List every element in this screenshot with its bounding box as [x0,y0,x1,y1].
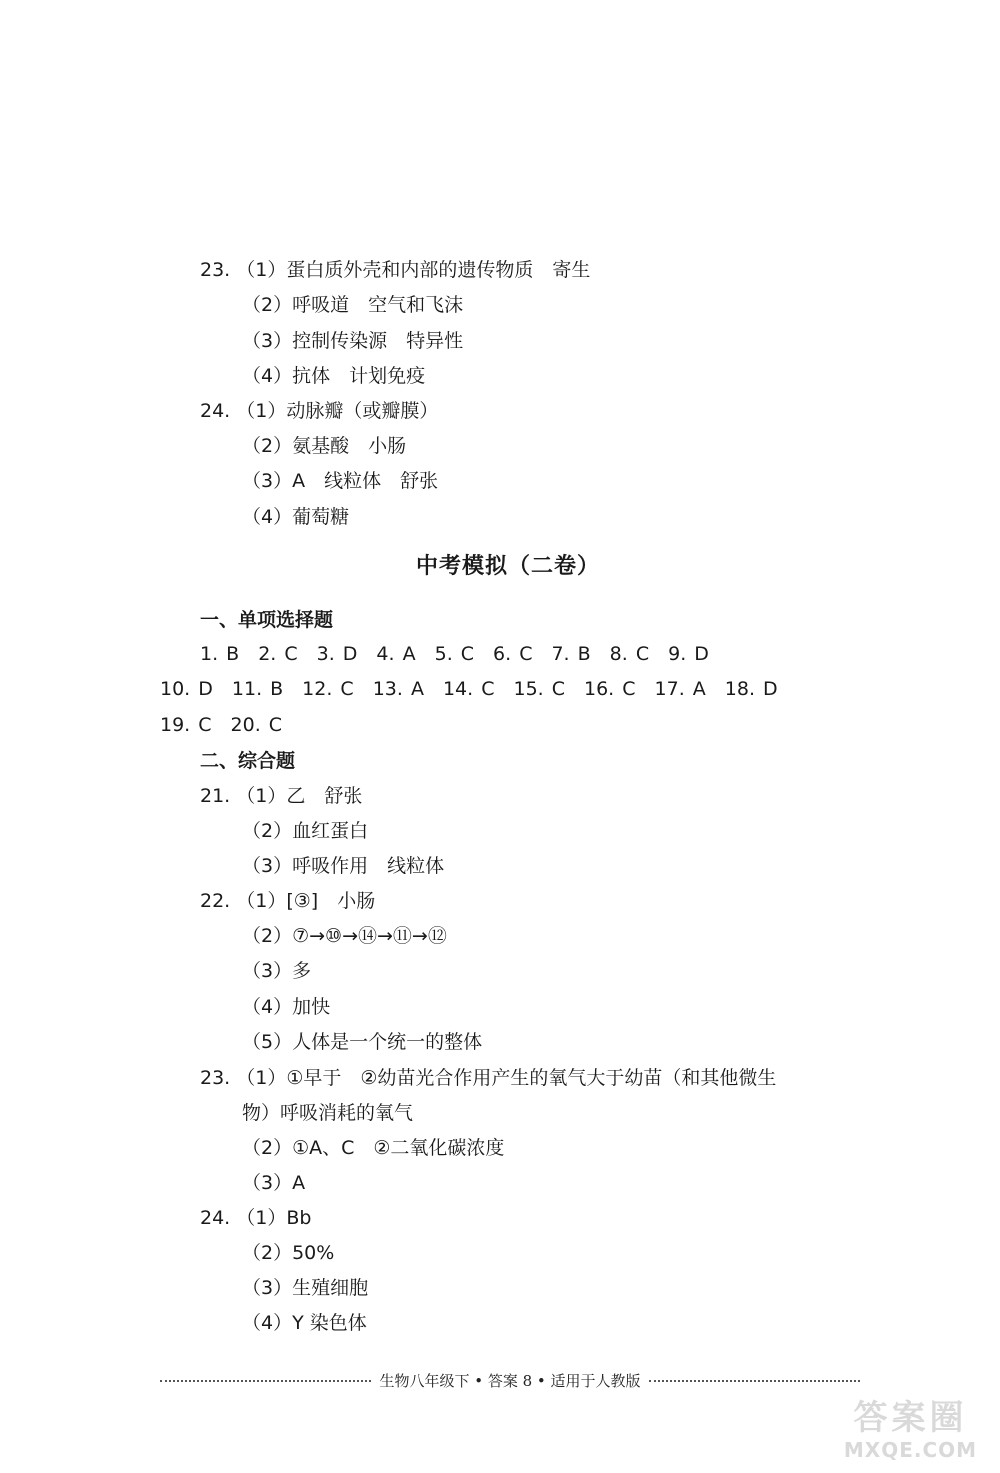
q23-line2: （2）呼吸道 空气和飞沫 [242,294,464,316]
p2-q21-line3: （3）呼吸作用 线粒体 [242,855,445,877]
q23-line3: （3）控制传染源 特异性 [242,330,464,352]
p2-q23-line3: （2）①A、C ②二氧化碳浓度 [242,1137,505,1159]
p2-q24-line1: 24. （1）Bb [200,1207,312,1229]
footer-dots-left [160,1380,371,1382]
p2-q23-line2: 物）呼吸消耗的氧气 [242,1102,414,1124]
choice-answers-row3: 19. C 20. C [160,714,283,736]
q23-line1: 23. （1）蛋白质外壳和内部的遗传物质 寄生 [200,259,591,281]
watermark [828,1398,993,1468]
q24-line2: （2）氨基酸 小肠 [242,435,407,457]
p2-q22-line2: （2）⑦→⑩→⑭→⑪→⑫ [242,925,447,947]
q23-line4: （4）抗体 计划免疫 [242,365,426,387]
q24-line1: 24. （1）动脉瓣（或瓣膜） [200,400,439,422]
part2-heading: 二、综合题 [200,750,296,772]
p2-q21-line2: （2）血红蛋白 [242,820,369,842]
p2-q21-line1: 21. （1）乙 舒张 [200,785,363,807]
footer-dots-right [649,1380,860,1382]
p2-q22-line1: 22. （1）[③] 小肠 [200,890,376,912]
q24-line4: （4）葡萄糖 [242,506,350,528]
choice-answers-row1: 1. B 2. C 3. D 4. A 5. C 6. C 7. B 8. C 9. D [200,643,709,665]
p2-q23-line1: 23. （1）①早于 ②幼苗光合作用产生的氧气大于幼苗（和其他微生 [200,1067,777,1089]
p2-q22-line4: （4）加快 [242,996,331,1018]
choice-answers-row2: 10. D 11. B 12. C 13. A 14. C 15. C 16. C 17. A 18. D [160,678,778,700]
p2-q24-line2: （2）50% [242,1242,335,1264]
watermark-url: MXQE.COM [843,1438,978,1462]
watermark-logo: 答案圈 [853,1398,968,1438]
page-footer [160,1370,860,1391]
exam-title: 中考模拟（二卷） [416,554,601,579]
q24-line3: （3）A 线粒体 舒张 [242,470,439,492]
footer-text: 生物八年级下 • 答案 8 • 适用于人教版 [379,1372,641,1390]
p2-q22-line3: （3）多 [242,960,312,982]
part1-heading: 一、单项选择题 [200,609,334,631]
p2-q23-line4: （3）A [242,1172,306,1194]
p2-q22-line5: （5）人体是一个统一的整体 [242,1031,483,1053]
p2-q24-line3: （3）生殖细胞 [242,1277,369,1299]
p2-q24-line4: （4）Y 染色体 [242,1312,367,1334]
